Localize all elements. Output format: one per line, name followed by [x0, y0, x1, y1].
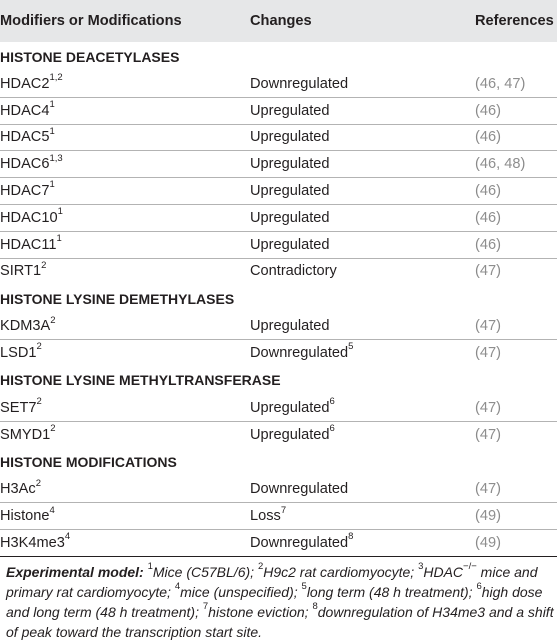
- modifier-cell: [0, 178, 250, 205]
- reference-cell: (47): [475, 340, 557, 366]
- change-footnote-mark: 8: [348, 531, 354, 543]
- change-footnote-mark: 5: [348, 341, 354, 353]
- footnote-mark: 8: [312, 601, 318, 613]
- reference-cell: (46): [475, 204, 557, 231]
- change-value: Upregulated: [250, 209, 330, 226]
- change-cell: [250, 151, 475, 178]
- footnote-segment: histone eviction;: [208, 604, 313, 620]
- reference-cell: (47): [475, 258, 557, 284]
- change-value: Downregulated: [250, 481, 349, 498]
- reference-link[interactable]: 47: [479, 318, 497, 335]
- modifier-footnote-mark: 1: [49, 179, 55, 191]
- footnote-mark: 1: [147, 561, 153, 573]
- modifier-footnote-mark: 4: [64, 531, 71, 543]
- change-footnote-mark: 6: [329, 396, 335, 408]
- reference-link[interactable]: 46: [479, 129, 497, 146]
- table-row: [0, 71, 557, 97]
- footnote-label: Experimental model:: [6, 564, 144, 580]
- change-cell: [250, 503, 475, 530]
- modifier-footnote-mark: 2: [41, 259, 47, 271]
- header-modifiers: Modifiers or Modifications: [0, 13, 182, 29]
- modifier-cell: [0, 340, 250, 366]
- table-row: [0, 124, 557, 151]
- change-cell: [250, 231, 475, 258]
- reference-cell: (46, 48): [475, 151, 557, 178]
- modifier-cell: [0, 477, 250, 503]
- footnote-segment: Mice (C57BL/6);: [152, 564, 258, 580]
- modifier-name: HDAC10: [0, 209, 58, 226]
- change-value: Upregulated: [250, 102, 330, 119]
- footnote-segment: H9c2 rat cardiomyocyte;: [263, 564, 419, 580]
- change-cell: [250, 421, 475, 447]
- reference-cell: (47): [475, 318, 501, 335]
- reference-link[interactable]: 48: [504, 156, 521, 173]
- modifier-name: SET7: [0, 399, 37, 416]
- reference-cell: (47): [475, 421, 557, 447]
- reference-link[interactable]: 46: [479, 236, 497, 253]
- change-value: Upregulated: [250, 236, 330, 253]
- footnote-segment: long term (48 h treatment);: [306, 584, 477, 600]
- change-value: Contradictory: [250, 263, 337, 280]
- modifier-name: HDAC6: [0, 156, 50, 173]
- footnote-segment: HDAC: [423, 564, 464, 580]
- section-header: [0, 448, 557, 477]
- footnote-mark: 6: [476, 581, 482, 593]
- change-footnote-mark: 6: [329, 422, 335, 434]
- section-header: [0, 284, 557, 313]
- change-cell: [250, 71, 475, 97]
- modifier-name: KDM3A: [0, 318, 51, 335]
- change-value: Upregulated: [250, 156, 330, 173]
- table-row: [0, 503, 557, 530]
- table-row: [0, 231, 557, 258]
- reference-link[interactable]: 47: [479, 481, 497, 498]
- table-row: [0, 313, 557, 339]
- table-row: [0, 421, 557, 447]
- section-title: HISTONE LYSINE METHYLTRANSFERASE: [0, 372, 281, 389]
- change-value: Upregulated: [250, 399, 330, 416]
- header-references: References: [475, 13, 554, 29]
- reference-cell: (47): [475, 399, 501, 416]
- reference-link[interactable]: 47: [479, 399, 497, 416]
- reference-cell: (46): [475, 178, 557, 205]
- reference-cell: (46): [475, 231, 557, 258]
- section-title: HISTONE MODIFICATIONS: [0, 454, 177, 471]
- reference-link[interactable]: 47: [479, 426, 497, 443]
- table-body: [0, 42, 557, 556]
- modifier-name: H3K4me3: [0, 535, 65, 552]
- footnote-mark: 7: [202, 601, 209, 613]
- modifier-footnote-mark: 1,2: [49, 72, 63, 84]
- modifier-footnote-mark: 2: [36, 341, 42, 353]
- change-value: Upregulated: [250, 318, 330, 335]
- table-row: [0, 204, 557, 231]
- reference-link[interactable]: 47: [479, 345, 497, 362]
- reference-link[interactable]: 46: [479, 209, 497, 226]
- reference-cell: (49): [475, 503, 557, 530]
- reference-cell: (46, 47): [475, 75, 526, 92]
- modifier-footnote-mark: 2: [36, 396, 42, 408]
- modifier-name: H3Ac: [0, 481, 36, 498]
- change-cell: [250, 178, 475, 205]
- reference-link[interactable]: 49: [479, 535, 497, 552]
- reference-cell: (46): [475, 124, 557, 151]
- table-row: [0, 340, 557, 366]
- modifier-cell: [0, 258, 250, 284]
- modifier-name: SMYD1: [0, 426, 51, 443]
- change-value: Upregulated: [250, 183, 330, 200]
- modifier-name: HDAC5: [0, 129, 50, 146]
- modifier-cell: [0, 124, 250, 151]
- reference-link[interactable]: 47: [504, 75, 521, 92]
- table-row: [0, 151, 557, 178]
- modifier-cell: [0, 151, 250, 178]
- footnote-segment: mice (unspecified);: [180, 584, 302, 600]
- change-cell: [250, 340, 475, 366]
- change-cell: [250, 258, 475, 284]
- section-header: [0, 366, 557, 395]
- table-row: [0, 395, 557, 421]
- modifier-name: HDAC11: [0, 236, 57, 253]
- change-cell: [250, 313, 475, 339]
- modifier-cell: [0, 71, 250, 97]
- modifier-name: HDAC7: [0, 183, 50, 200]
- modifier-name: LSD1: [0, 345, 37, 362]
- reference-link[interactable]: 46: [479, 156, 497, 173]
- modifier-footnote-mark: 4: [49, 504, 55, 516]
- change-value: Downregulated: [250, 345, 349, 362]
- change-cell: [250, 97, 475, 124]
- modifier-cell: [0, 97, 250, 124]
- reference-cell: (47): [475, 481, 501, 498]
- change-value: Downregulated: [250, 535, 349, 552]
- change-cell: [250, 477, 475, 503]
- modifier-name: HDAC4: [0, 102, 50, 119]
- change-cell: [250, 530, 475, 557]
- change-cell: [250, 204, 475, 231]
- modifier-cell: [0, 313, 250, 339]
- reference-link[interactable]: 47: [479, 263, 497, 280]
- modifier-name: Histone: [0, 508, 50, 525]
- modifier-name: HDAC2: [0, 75, 50, 92]
- reference-cell: (46): [475, 97, 557, 124]
- modifier-cell: [0, 204, 250, 231]
- reference-link[interactable]: 49: [479, 508, 497, 525]
- table-row: [0, 97, 557, 124]
- reference-link[interactable]: 46: [479, 75, 497, 92]
- modifier-cell: [0, 503, 250, 530]
- footnote-mark: −/−: [463, 561, 477, 573]
- modifier-cell: [0, 395, 250, 421]
- change-cell: [250, 124, 475, 151]
- modifier-cell: [0, 231, 250, 258]
- modifier-name: SIRT1: [0, 263, 42, 280]
- table-row: [0, 258, 557, 284]
- footnote-mark: 2: [257, 561, 264, 573]
- section-title: HISTONE DEACETYLASES: [0, 48, 180, 65]
- table-row: [0, 530, 557, 557]
- modifier-footnote-mark: 1,3: [49, 152, 63, 164]
- change-cell: [250, 395, 475, 421]
- modifier-footnote-mark: 2: [50, 314, 56, 326]
- reference-link[interactable]: 46: [479, 183, 497, 200]
- change-value: Loss: [250, 508, 281, 525]
- modifier-cell: [0, 421, 250, 447]
- modifier-footnote-mark: 2: [50, 422, 56, 434]
- footnote-segment: downregulation of H34me3 and a shift of peak toward the transcription start site.: [6, 604, 554, 640]
- change-value: Upregulated: [250, 426, 330, 443]
- modifier-footnote-mark: 2: [35, 477, 41, 489]
- modifier-cell: [0, 530, 250, 557]
- section-header: [0, 42, 557, 71]
- footnote-mark: 5: [301, 581, 307, 593]
- table-header-row: [0, 0, 557, 42]
- experimental-model-footnote: [6, 562, 554, 642]
- reference-link[interactable]: 46: [479, 102, 497, 119]
- modifier-footnote-mark: 1: [56, 232, 62, 244]
- modifier-footnote-mark: 1: [57, 206, 63, 218]
- table-row: [0, 477, 557, 503]
- change-value: Downregulated: [250, 75, 349, 92]
- table-row: [0, 178, 557, 205]
- footnote-mark: 3: [418, 561, 424, 573]
- modifier-footnote-mark: 1: [49, 125, 55, 137]
- modifier-footnote-mark: 1: [49, 98, 55, 110]
- footnote-segment: high dose and long term (48 h treatment);: [6, 584, 543, 620]
- footnote-mark: 4: [174, 581, 181, 593]
- section-title: HISTONE LYSINE DEMETHYLASES: [0, 290, 235, 307]
- header-changes: Changes: [250, 13, 312, 29]
- change-footnote-mark: 7: [280, 504, 287, 516]
- footnote-segment: mice and primary rat cardiomyocyte;: [6, 564, 538, 600]
- change-value: Upregulated: [250, 129, 330, 146]
- reference-cell: (49): [475, 530, 557, 557]
